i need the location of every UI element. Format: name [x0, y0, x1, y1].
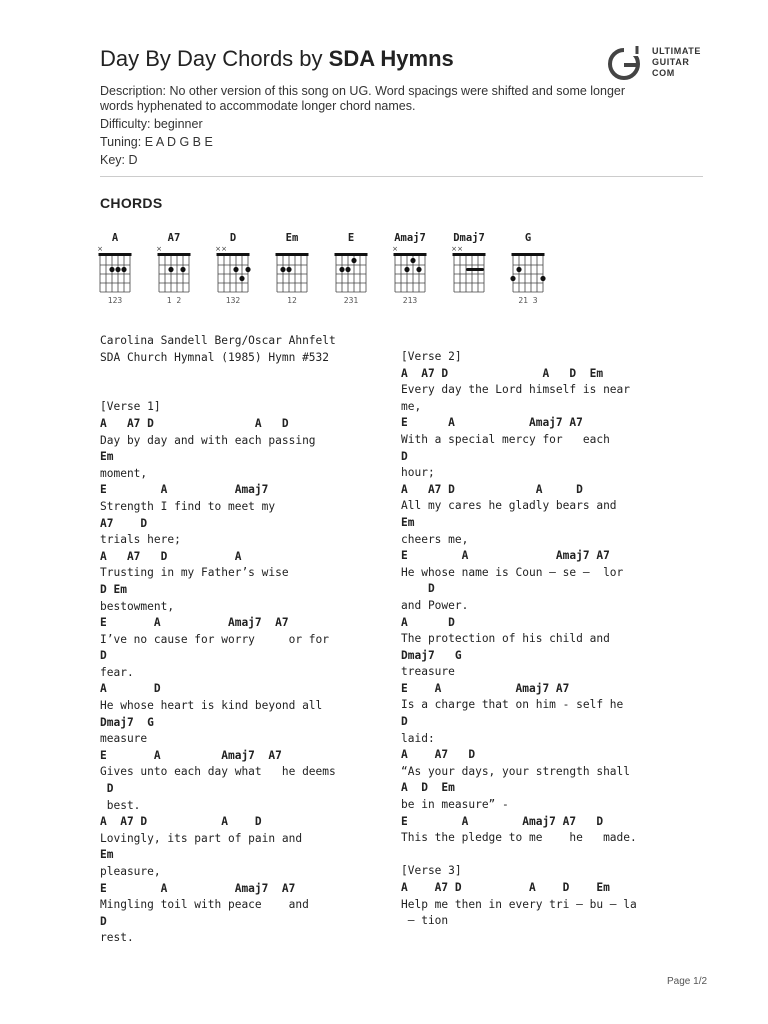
chord-diagrams — [95, 228, 565, 308]
lyric-line: treasure — [401, 665, 455, 679]
song-key: Key: D — [100, 153, 138, 167]
chord-nut — [335, 253, 368, 256]
chord-line[interactable]: A A7 D A D Em — [401, 366, 604, 380]
chord-line[interactable]: D — [100, 649, 107, 663]
lyric-line — [100, 383, 336, 400]
chord-line[interactable]: E A Amaj7 A7 — [100, 748, 282, 762]
lyric-line: me, — [401, 399, 422, 413]
muted-string-mark: × — [457, 245, 463, 253]
sheet-column-left — [100, 333, 336, 947]
chord-line[interactable]: A A7 D A D — [100, 416, 289, 430]
lyric-line: Strength I find to meet my — [100, 499, 276, 513]
chord-name: A7 — [167, 232, 181, 244]
chord-line[interactable]: E A Amaj7 A7 — [401, 416, 583, 430]
lyric-line: bestowment, — [100, 599, 175, 613]
lyric-line: and Power. — [401, 598, 469, 612]
finger-dot — [239, 276, 244, 281]
finger-dot — [510, 276, 515, 281]
chord-line[interactable]: Em — [100, 848, 114, 862]
finger-dot — [286, 267, 291, 272]
finger-dot — [345, 267, 350, 272]
ultimate-guitar-logo[interactable] — [606, 44, 706, 84]
muted-string-mark: × — [156, 245, 162, 253]
chord-line[interactable]: A D Em — [401, 781, 455, 795]
barre-bar — [466, 268, 484, 271]
lyric-line: be in measure” - — [401, 798, 509, 812]
lyric-line: cheers me, — [401, 532, 469, 546]
finger-dot — [168, 267, 173, 272]
finger-dot — [351, 258, 356, 263]
lyric-line: He whose name is Coun – se – lor — [401, 565, 624, 579]
lyric-line: I’ve no cause for worry or for — [100, 632, 330, 646]
chord-line[interactable]: A A7 D A — [100, 549, 242, 563]
divider — [100, 176, 703, 177]
lyric-line: SDA Church Hymnal (1985) Hymn #532 — [100, 350, 330, 364]
finger-dot — [404, 267, 409, 272]
chord-line[interactable]: D — [100, 782, 114, 796]
chord-line[interactable]: Dmaj7 G — [100, 715, 154, 729]
lyric-line: measure — [100, 732, 148, 746]
finger-dot — [115, 267, 120, 272]
lyric-line: “As your days, your strength shall — [401, 764, 631, 778]
lyric-line: Gives unto each day what he deems — [100, 765, 336, 779]
chord-fingering: 21 3 — [518, 296, 538, 305]
lyric-line: pleasure, — [100, 865, 161, 878]
chord-line[interactable]: D — [100, 914, 107, 928]
muted-string-mark: × — [215, 245, 221, 253]
chord-line[interactable]: E A Amaj7 — [100, 483, 269, 497]
chord-nut — [217, 253, 250, 256]
chord-nut — [276, 253, 309, 256]
chord-line[interactable]: A A7 D A D — [401, 482, 583, 496]
chord-line[interactable]: E A Amaj7 A7 — [100, 616, 289, 630]
finger-dot — [516, 267, 521, 272]
chord-line[interactable]: E A Amaj7 A7 — [401, 681, 570, 695]
chord-nut — [512, 253, 545, 256]
chord-nut — [453, 253, 486, 256]
lyric-line: [Verse 3] — [401, 864, 462, 878]
lyric-line: Every day the Lord himself is near — [401, 383, 631, 397]
finger-dot — [180, 267, 185, 272]
logo-line: COM — [652, 68, 675, 78]
lyric-line: Mingling toil with peace and — [100, 898, 309, 912]
chord-line[interactable]: D Em — [100, 582, 127, 596]
lyric-line: Trusting in my Father’s wise — [100, 566, 289, 580]
finger-dot — [121, 267, 126, 272]
lyric-line — [100, 366, 336, 383]
chord-nut — [394, 253, 427, 256]
lyric-line: All my cares he gladly bears and — [401, 499, 617, 513]
chord-line[interactable]: A A7 D A D — [100, 815, 262, 829]
chord-fingering: 132 — [225, 296, 241, 305]
artist-name[interactable]: SDA Hymns — [328, 46, 454, 71]
chord-line[interactable]: D — [401, 582, 435, 596]
chord-line[interactable]: E A Amaj7 A7 D — [401, 814, 604, 828]
title-prefix: Day By Day Chords by — [100, 46, 329, 71]
logo-line: GUITAR — [652, 57, 690, 67]
lyric-line: hour; — [401, 466, 435, 480]
lyric-line: fear. — [100, 665, 134, 679]
lyric-line: Help me then in every tri – bu – la — [401, 897, 637, 911]
chord-line[interactable]: E A Amaj7 A7 — [100, 881, 296, 895]
finger-dot — [339, 267, 344, 272]
lyric-line: moment, — [100, 466, 148, 480]
chord-line[interactable]: E A Amaj7 A7 — [401, 549, 610, 563]
sheet-column-right — [401, 349, 637, 930]
song-tuning: Tuning: E A D G B E — [100, 135, 213, 149]
lyric-line: The protection of his child and — [401, 632, 610, 646]
lyric-line: laid: — [401, 731, 435, 745]
chord-line[interactable]: Dmaj7 G — [401, 648, 462, 662]
chord-line[interactable]: Em — [100, 450, 114, 464]
chord-line[interactable]: A A7 D — [401, 748, 476, 762]
lyric-line: This the pledge to me he made. — [401, 831, 637, 845]
logo-text — [652, 46, 701, 79]
muted-string-mark: × — [451, 245, 457, 253]
lyric-line: With a special mercy for each — [401, 432, 610, 446]
song-difficulty: Difficulty: beginner — [100, 117, 203, 131]
chord-line[interactable]: Em — [401, 515, 415, 529]
chord-fingering: 12 — [287, 296, 297, 305]
muted-string-mark: × — [221, 245, 227, 253]
page-title — [100, 46, 454, 72]
lyric-line: trials here; — [100, 533, 181, 547]
chord-fingering: 213 — [402, 296, 418, 305]
logo-line: ULTIMATE — [652, 46, 701, 56]
chord-name: A — [111, 232, 119, 244]
chord-name: E — [347, 232, 355, 244]
song-description: Description: No other version of this song on UG. Word spacings were shifted and some longer words hyphenated to accommodate longer chord names. — [100, 84, 626, 113]
chord-nut — [99, 253, 132, 256]
muted-string-mark: × — [97, 245, 103, 253]
chord-name: Dmaj7 — [453, 232, 485, 244]
lyric-line — [401, 847, 637, 864]
chord-line[interactable]: A D — [401, 615, 455, 629]
chord-line[interactable]: A D — [100, 682, 161, 696]
chord-name: Amaj7 — [394, 232, 426, 244]
lyric-line: Carolina Sandell Berg/Oscar Ahnfelt — [100, 334, 336, 347]
chord-line[interactable]: D — [401, 449, 408, 463]
chord-fingering: 231 — [343, 296, 359, 305]
lyric-line: Is a charge that on him - self he — [401, 698, 624, 712]
lyric-line: Lovingly, its part of pain and — [100, 831, 303, 845]
finger-dot — [416, 267, 421, 272]
lyric-line: Day by day and with each passing — [100, 433, 316, 447]
finger-dot — [233, 267, 238, 272]
muted-string-mark: × — [392, 245, 398, 253]
chord-fingering: 123 — [107, 296, 123, 305]
chord-name: Em — [285, 232, 299, 244]
finger-dot — [280, 267, 285, 272]
chord-line[interactable]: A A7 D A D Em — [401, 881, 610, 894]
chord-name: D — [229, 232, 237, 244]
lyric-line: He whose heart is kind beyond all — [100, 699, 323, 713]
chords-heading: CHORDS — [100, 195, 163, 211]
chord-line[interactable]: D — [401, 715, 408, 729]
page-number: Page 1/2 — [667, 976, 708, 987]
chord-fingering: 1 2 — [166, 296, 182, 305]
guitar-logo-icon — [606, 44, 646, 84]
lyric-line: rest. — [100, 931, 134, 945]
finger-dot — [109, 267, 114, 272]
chord-name: G — [524, 232, 532, 244]
chord-nut — [158, 253, 191, 256]
lyric-line: – tion — [401, 914, 449, 928]
finger-dot — [540, 276, 545, 281]
finger-dot — [245, 267, 250, 272]
lyric-line: [Verse 2] — [401, 350, 462, 363]
lyric-line: best. — [100, 798, 141, 812]
finger-dot — [410, 258, 415, 263]
lyric-line: [Verse 1] — [100, 400, 161, 414]
chord-line[interactable]: A7 D — [100, 516, 148, 530]
